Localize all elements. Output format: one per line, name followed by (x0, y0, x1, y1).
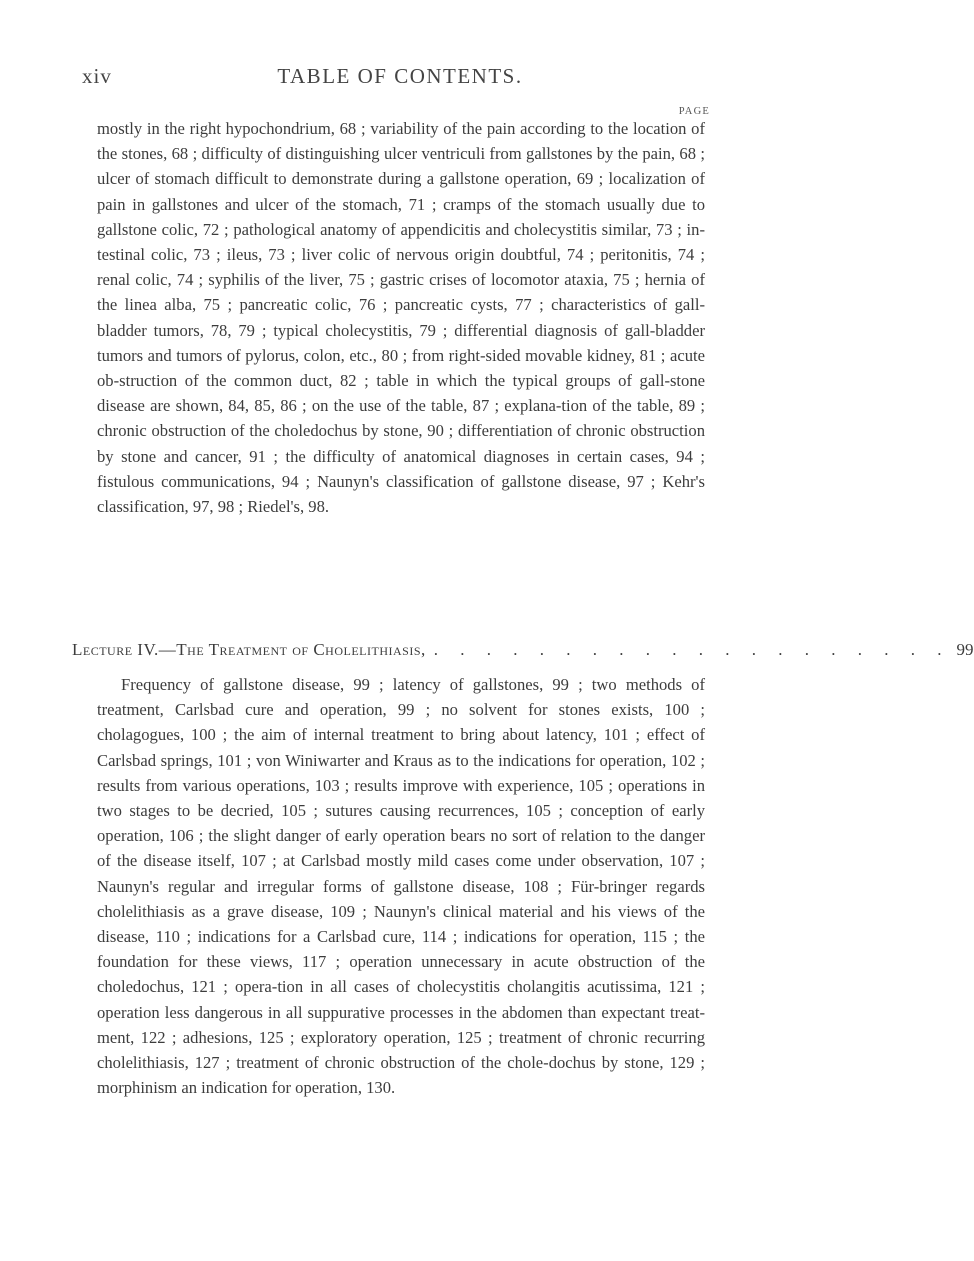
page-column-label: PAGE (678, 106, 710, 117)
lecture-page-number: 99 (956, 640, 974, 659)
lecture-title-group (72, 637, 426, 662)
lecture-heading (72, 637, 974, 662)
dot-leaders: . . . . . . . . . . . . . . . . . . . . (433, 640, 951, 659)
continued-paragraph: mostly in the right hypochondrium, 68 ; variability of the pain according to the location of the stones, 68 ; difficulty of distinguishing ulcer ventriculi from gallstones by the pain, 68 ; ulcer of stomach difficult to demonstrate during a gallstone operation, 69 ; localization of pain in gallstones and ulcer of the stomach, 71 ; cramps of the stomach usually due to gallstone colic, 72 ; pathological anatomy of appendicitis and cholecystitis similar, 73 ; in-testinal colic, 73 ; ileus, 73 ; liver colic of nervous origin doubtful, 74 ; peritonitis, 74 ; renal colic, 74 ; syphilis of the liver, 75 ; gastric crises of locomotor ataxia, 75 ; hernia of the linea alba, 75 ; pancreatic colic, 76 ; pancreatic cysts, 77 ; characteristics of gall-bladder tumors, 78, 79 ; typical cholecystitis, 79 ; differential diagnosis of gall-bladder tumors and tumors of pylorus, colon, etc., 80 ; from right-sided movable kidney, 81 ; acute ob-struction of the common duct, 82 ; table in which the typical groups of gall-stone disease are shown, 84, 85, 86 ; on the use of the table, 87 ; explana-tion of the table, 89 ; chronic obstruction of the choledochus by stone, 90 ; differentiation of chronic obstruction by stone and cancer, 91 ; the difficulty of anatomical diagnoses in certain cases, 94 ; fistulous communications, 94 ; Naunyn's classification of gallstone disease, 97 ; Kehr's classification, 97, 98 ; Riedel's, 98. (97, 119, 705, 517)
lecture-title: The Treatment of Cholelithiasis, (176, 640, 426, 659)
lecture-dash: — (158, 640, 177, 659)
lecture-label: Lecture IV. (72, 640, 159, 659)
page-number: xiv (82, 64, 112, 88)
running-title: TABLE OF CONTENTS. (277, 64, 523, 88)
lecture-summary-paragraph: Frequency of gallstone disease, 99 ; latency of gallstones, 99 ; two methods of treatment, Carlsbad cure and operation, 99 ; no solvent for stones exists, 100 ; cholagogues, 100 ; the aim of internal treatment to bring about latency, 101 ; effect of Carlsbad springs, 101 ; von Winiwarter and Kraus as to the indications for operation, 102 ; results from various operations, 103 ; results improve with experience, 105 ; operations in two stages to be decried, 105 ; sutures causing recurrences, 105 ; conception of early operation, 106 ; the slight danger of early operation bears no sort of relation to the danger of the disease itself, 107 ; at Carlsbad mostly mild cases come under observation, 107 ; Naunyn's regular and irregular forms of gallstone disease, 108 ; Für-bringer regards cholelithiasis as a grave disease, 109 ; Naunyn's clinical material and his views of the disease, 110 ; indications for a Carlsbad cure, 114 ; indications for operation, 115 ; the foundation for these views, 117 ; operation unnecessary in acute obstruction of the choledochus, 121 ; opera-tion in all cases of cholecystitis cholangitis acutissima, 121 ; operation less dangerous in all suppurative processes in the abdomen than expectant treat-ment, 122 ; adhesions, 125 ; exploratory operation, 125 ; treatment of chronic recurring cholelithiasis, 127 ; treatment of chronic obstruction of the chole-dochus by stone, 129 ; morphinism an indication for operation, 130. (97, 675, 705, 1098)
